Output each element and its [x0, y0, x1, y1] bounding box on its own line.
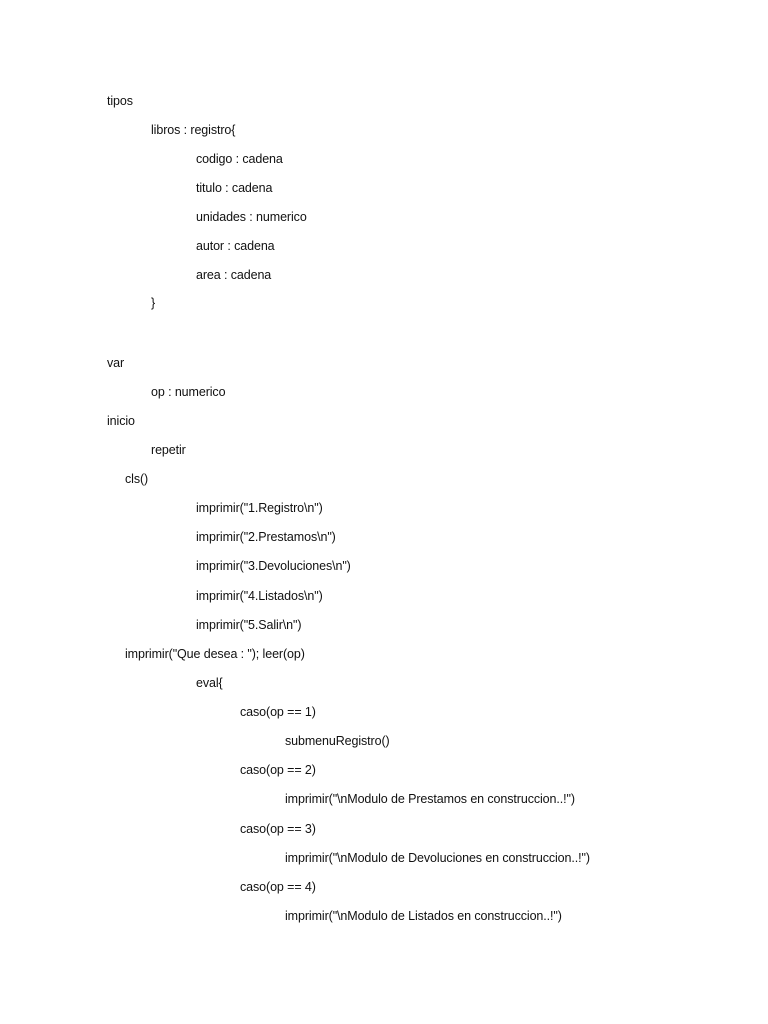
- code-line: area : cadena: [196, 268, 272, 282]
- code-line: inicio: [107, 414, 135, 428]
- code-line: var: [107, 356, 125, 370]
- code-line: titulo : cadena: [196, 181, 273, 195]
- code-line: imprimir("\nModulo de Prestamos en construccion..!"): [285, 792, 575, 806]
- code-line: libros : registro{: [151, 123, 236, 137]
- code-line: cls(): [125, 472, 149, 486]
- code-line: caso(op == 3): [240, 822, 316, 836]
- code-line: imprimir("3.Devoluciones\n"): [196, 559, 351, 573]
- code-line: submenuRegistro(): [285, 734, 390, 748]
- code-line: }: [151, 296, 156, 310]
- code-line: imprimir("2.Prestamos\n"): [196, 530, 336, 544]
- code-line: codigo : cadena: [196, 152, 283, 166]
- code-line: tipos: [107, 94, 133, 108]
- code-line: caso(op == 2): [240, 763, 316, 777]
- code-line: imprimir("\nModulo de Listados en construccion..!"): [285, 909, 562, 923]
- code-line: imprimir("4.Listados\n"): [196, 589, 323, 603]
- code-line: op : numerico: [151, 385, 226, 399]
- code-line: caso(op == 4): [240, 880, 316, 894]
- code-line: imprimir("\nModulo de Devoluciones en construccion..!"): [285, 851, 590, 865]
- code-line: imprimir("Que desea : "); leer(op): [125, 647, 305, 661]
- code-line: unidades : numerico: [196, 210, 307, 224]
- code-line: caso(op == 1): [240, 705, 316, 719]
- code-line: imprimir("1.Registro\n"): [196, 501, 323, 515]
- code-line: imprimir("5.Salir\n"): [196, 618, 302, 632]
- code-line: repetir: [151, 443, 186, 457]
- code-line: autor : cadena: [196, 239, 275, 253]
- code-line: eval{: [196, 676, 223, 690]
